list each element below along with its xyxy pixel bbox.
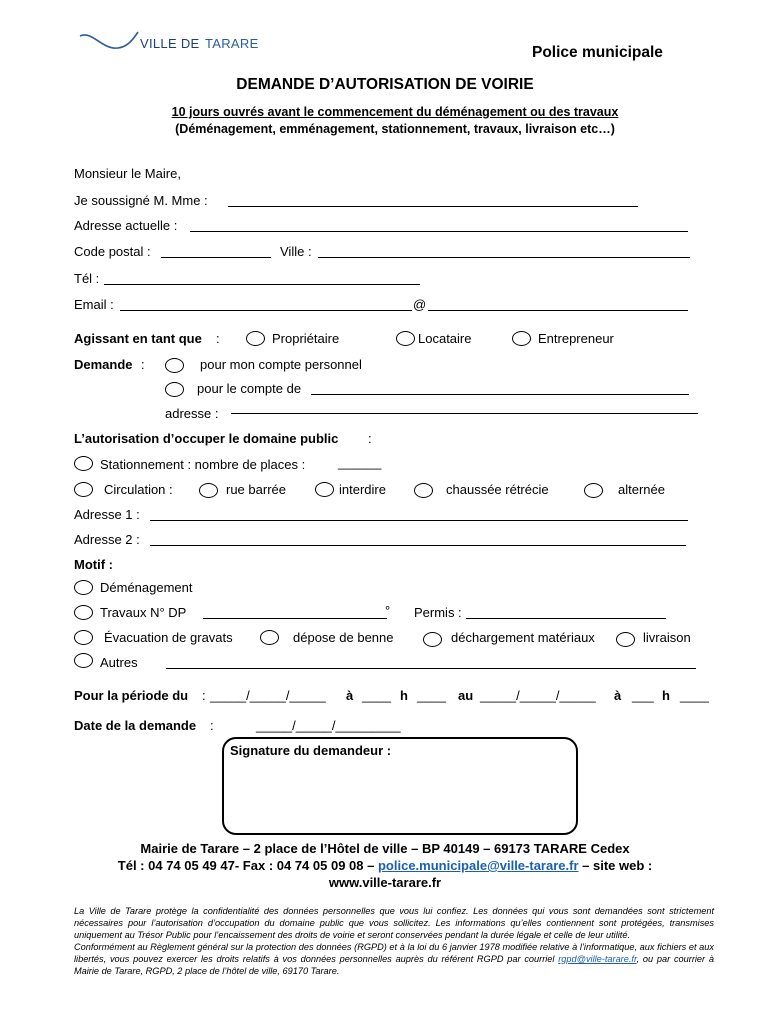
current-address-field[interactable] xyxy=(190,231,688,232)
applicant-name-label: Je soussigné M. Mme : xyxy=(74,193,208,208)
option-rubble: Évacuation de gravats xyxy=(104,630,233,645)
option-contractor: Entrepreneur xyxy=(538,331,614,346)
privacy-p2-end: , ou par courrier à Mairie de Tarare, RGPD, 2 place de l’hôtel de ville, 69170 Tarare. xyxy=(74,954,714,976)
address2-label: Adresse 2 : xyxy=(74,532,140,547)
on-behalf-name-field[interactable] xyxy=(311,394,689,395)
option-own-account: pour mon compte personnel xyxy=(200,357,362,372)
salutation: Monsieur le Maire, xyxy=(74,166,181,181)
footer-contact xyxy=(0,858,770,873)
request-date-label: Date de la demande xyxy=(74,718,197,733)
footer-address: Mairie de Tarare – 2 place de l’Hôtel de ville – BP 40149 – 69173 TARARE Cedex xyxy=(140,841,630,856)
radio-unloading[interactable] xyxy=(423,632,442,647)
permit-number-field[interactable] xyxy=(466,618,666,619)
request-date-field[interactable]: _____/_____/_________ xyxy=(256,718,401,733)
postal-code-label: Code postal : xyxy=(74,244,151,259)
radio-road-closed[interactable] xyxy=(199,483,218,498)
authorization-label: L’autorisation d’occuper le domaine public xyxy=(74,431,339,446)
permit-label: Permis : xyxy=(414,605,462,620)
radio-traffic[interactable] xyxy=(74,482,93,497)
period-end-minute-field[interactable]: ____ xyxy=(680,688,709,703)
radio-moving[interactable] xyxy=(74,580,93,595)
option-owner: Propriétaire xyxy=(272,331,340,346)
radio-parking[interactable] xyxy=(74,456,93,471)
works-dp-number-field[interactable] xyxy=(203,618,387,619)
logo-name: TARARE xyxy=(205,36,259,51)
period-h-1: h xyxy=(400,688,408,703)
period-label: Pour la période du xyxy=(74,688,189,703)
email-user-field[interactable] xyxy=(120,310,412,311)
city-field[interactable] xyxy=(318,257,690,258)
radio-own-account[interactable] xyxy=(165,358,184,373)
reason-label: Motif : xyxy=(74,557,113,572)
address2-field[interactable] xyxy=(150,545,686,546)
request-date-colon: : xyxy=(210,718,214,733)
period-colon: : xyxy=(202,688,206,703)
parking-label: Stationnement : nombre de places : xyxy=(100,457,306,472)
city-label: Ville : xyxy=(280,244,312,259)
email-domain-field[interactable] xyxy=(428,310,688,311)
radio-skip-drop[interactable] xyxy=(260,630,279,645)
signature-box[interactable] xyxy=(222,737,578,835)
radio-tenant[interactable] xyxy=(396,331,415,346)
period-at-1: à xyxy=(346,688,354,703)
email-at-sign: @ xyxy=(413,297,427,312)
on-behalf-address-field[interactable] xyxy=(231,413,698,414)
request-colon: : xyxy=(141,357,145,372)
radio-contractor[interactable] xyxy=(512,331,531,346)
postal-code-field[interactable] xyxy=(161,257,271,258)
subtitle-examples: (Déménagement, emménagement, stationnement, travaux, livraison etc…) xyxy=(175,122,615,136)
period-start-date-field[interactable]: _____/_____/_____ xyxy=(210,688,326,703)
period-h-2: h xyxy=(662,688,670,703)
radio-on-behalf[interactable] xyxy=(165,382,184,397)
footer-site-label: – site web : xyxy=(582,858,653,873)
option-road-closed: rue barrée xyxy=(226,482,286,497)
radio-alternating[interactable] xyxy=(584,483,603,498)
period-end-hour-field[interactable]: ___ xyxy=(632,688,654,703)
option-delivery: livraison xyxy=(643,630,691,645)
phone-field[interactable] xyxy=(104,284,420,285)
authorization-colon: : xyxy=(368,431,372,446)
signature-label: Signature du demandeur : xyxy=(230,743,392,758)
rgpd-email-link[interactable]: rgpd@ville-tarare.fr xyxy=(558,954,637,964)
option-tenant: Locataire xyxy=(418,331,472,346)
acting-as-label: Agissant en tant que xyxy=(74,331,202,346)
radio-other[interactable] xyxy=(74,653,93,668)
option-alternating: alternée xyxy=(618,482,665,497)
option-moving: Déménagement xyxy=(100,580,193,595)
email-label: Email : xyxy=(74,297,114,312)
privacy-p2-text: Conformément au Règlement général sur la protection des données (RGPD) et à la loi du 6 janvier 1978 modifiée relative à l’informatique, aux fichiers et aux libertés, vous pouvez exercer les droits relatifs à vos données personnelles auprès du référent RGPD par courriel xyxy=(74,942,714,964)
radio-owner[interactable] xyxy=(246,331,265,346)
option-narrowed-road: chaussée rétrécie xyxy=(446,482,549,497)
period-start-minute-field[interactable]: ____ xyxy=(417,688,446,703)
footer-email-link[interactable]: police.municipale@ville-tarare.fr xyxy=(377,858,579,873)
radio-prohibit[interactable] xyxy=(315,482,334,497)
radio-rubble[interactable] xyxy=(74,630,93,645)
service-name: Police municipale xyxy=(532,44,663,61)
option-skip-drop: dépose de benne xyxy=(293,630,394,645)
works-degree-mark: ° xyxy=(385,603,391,618)
privacy-notice xyxy=(74,905,714,977)
option-unloading: déchargement matériaux xyxy=(451,630,595,645)
period-at-2: à xyxy=(614,688,622,703)
period-end-date-field[interactable]: _____/_____/_____ xyxy=(480,688,596,703)
radio-narrowed-road[interactable] xyxy=(414,483,433,498)
other-reason-field[interactable] xyxy=(166,668,696,669)
footer-phone: Tél : 04 74 05 49 47- Fax : 04 74 05 09 08 – xyxy=(117,858,375,873)
subtitle-deadline: 10 jours ouvrés avant le commencement du déménagement ou des travaux xyxy=(171,105,619,119)
current-address-label: Adresse actuelle : xyxy=(74,218,178,233)
logo-prefix: VILLE DE xyxy=(140,36,200,51)
option-on-behalf: pour le compte de xyxy=(197,381,302,396)
applicant-name-field[interactable] xyxy=(228,206,638,207)
on-behalf-address-label: adresse : xyxy=(165,406,219,421)
privacy-paragraph-2 xyxy=(74,941,714,977)
parking-spaces-field[interactable]: ______ xyxy=(338,455,382,470)
footer-website[interactable]: www.ville-tarare.fr xyxy=(328,875,442,890)
traffic-label: Circulation : xyxy=(104,482,173,497)
page-title: DEMANDE D’AUTORISATION DE VOIRIE xyxy=(236,76,534,93)
option-prohibit: interdire xyxy=(339,482,386,497)
option-works: Travaux N° DP xyxy=(100,605,187,620)
acting-as-colon: : xyxy=(216,331,220,346)
period-start-hour-field[interactable]: ____ xyxy=(362,688,391,703)
address1-label: Adresse 1 : xyxy=(74,507,140,522)
radio-works[interactable] xyxy=(74,605,93,620)
city-logo xyxy=(78,28,278,58)
radio-delivery[interactable] xyxy=(616,632,635,647)
option-other: Autres xyxy=(100,655,138,670)
request-label: Demande xyxy=(74,357,133,372)
privacy-paragraph-1: La Ville de Tarare protège la confidentialité des données personnelles que vous lui confiez. Les données qui vous sont demandées sont strictement nécessaires pour l’autorisation d’occupation du domaine public que vous sollicitez. Les informations qu’elles contiennent sont protégées, transmises uniquement au Trésor Public pour l’encaissement des droits de voirie et seront conservées pendant la durée légale et celle de leur utilité. xyxy=(74,906,714,940)
wave-logo-icon xyxy=(78,28,140,58)
phone-label: Tél : xyxy=(74,271,100,286)
period-to-label: au xyxy=(458,688,474,703)
address1-field[interactable] xyxy=(150,520,688,521)
